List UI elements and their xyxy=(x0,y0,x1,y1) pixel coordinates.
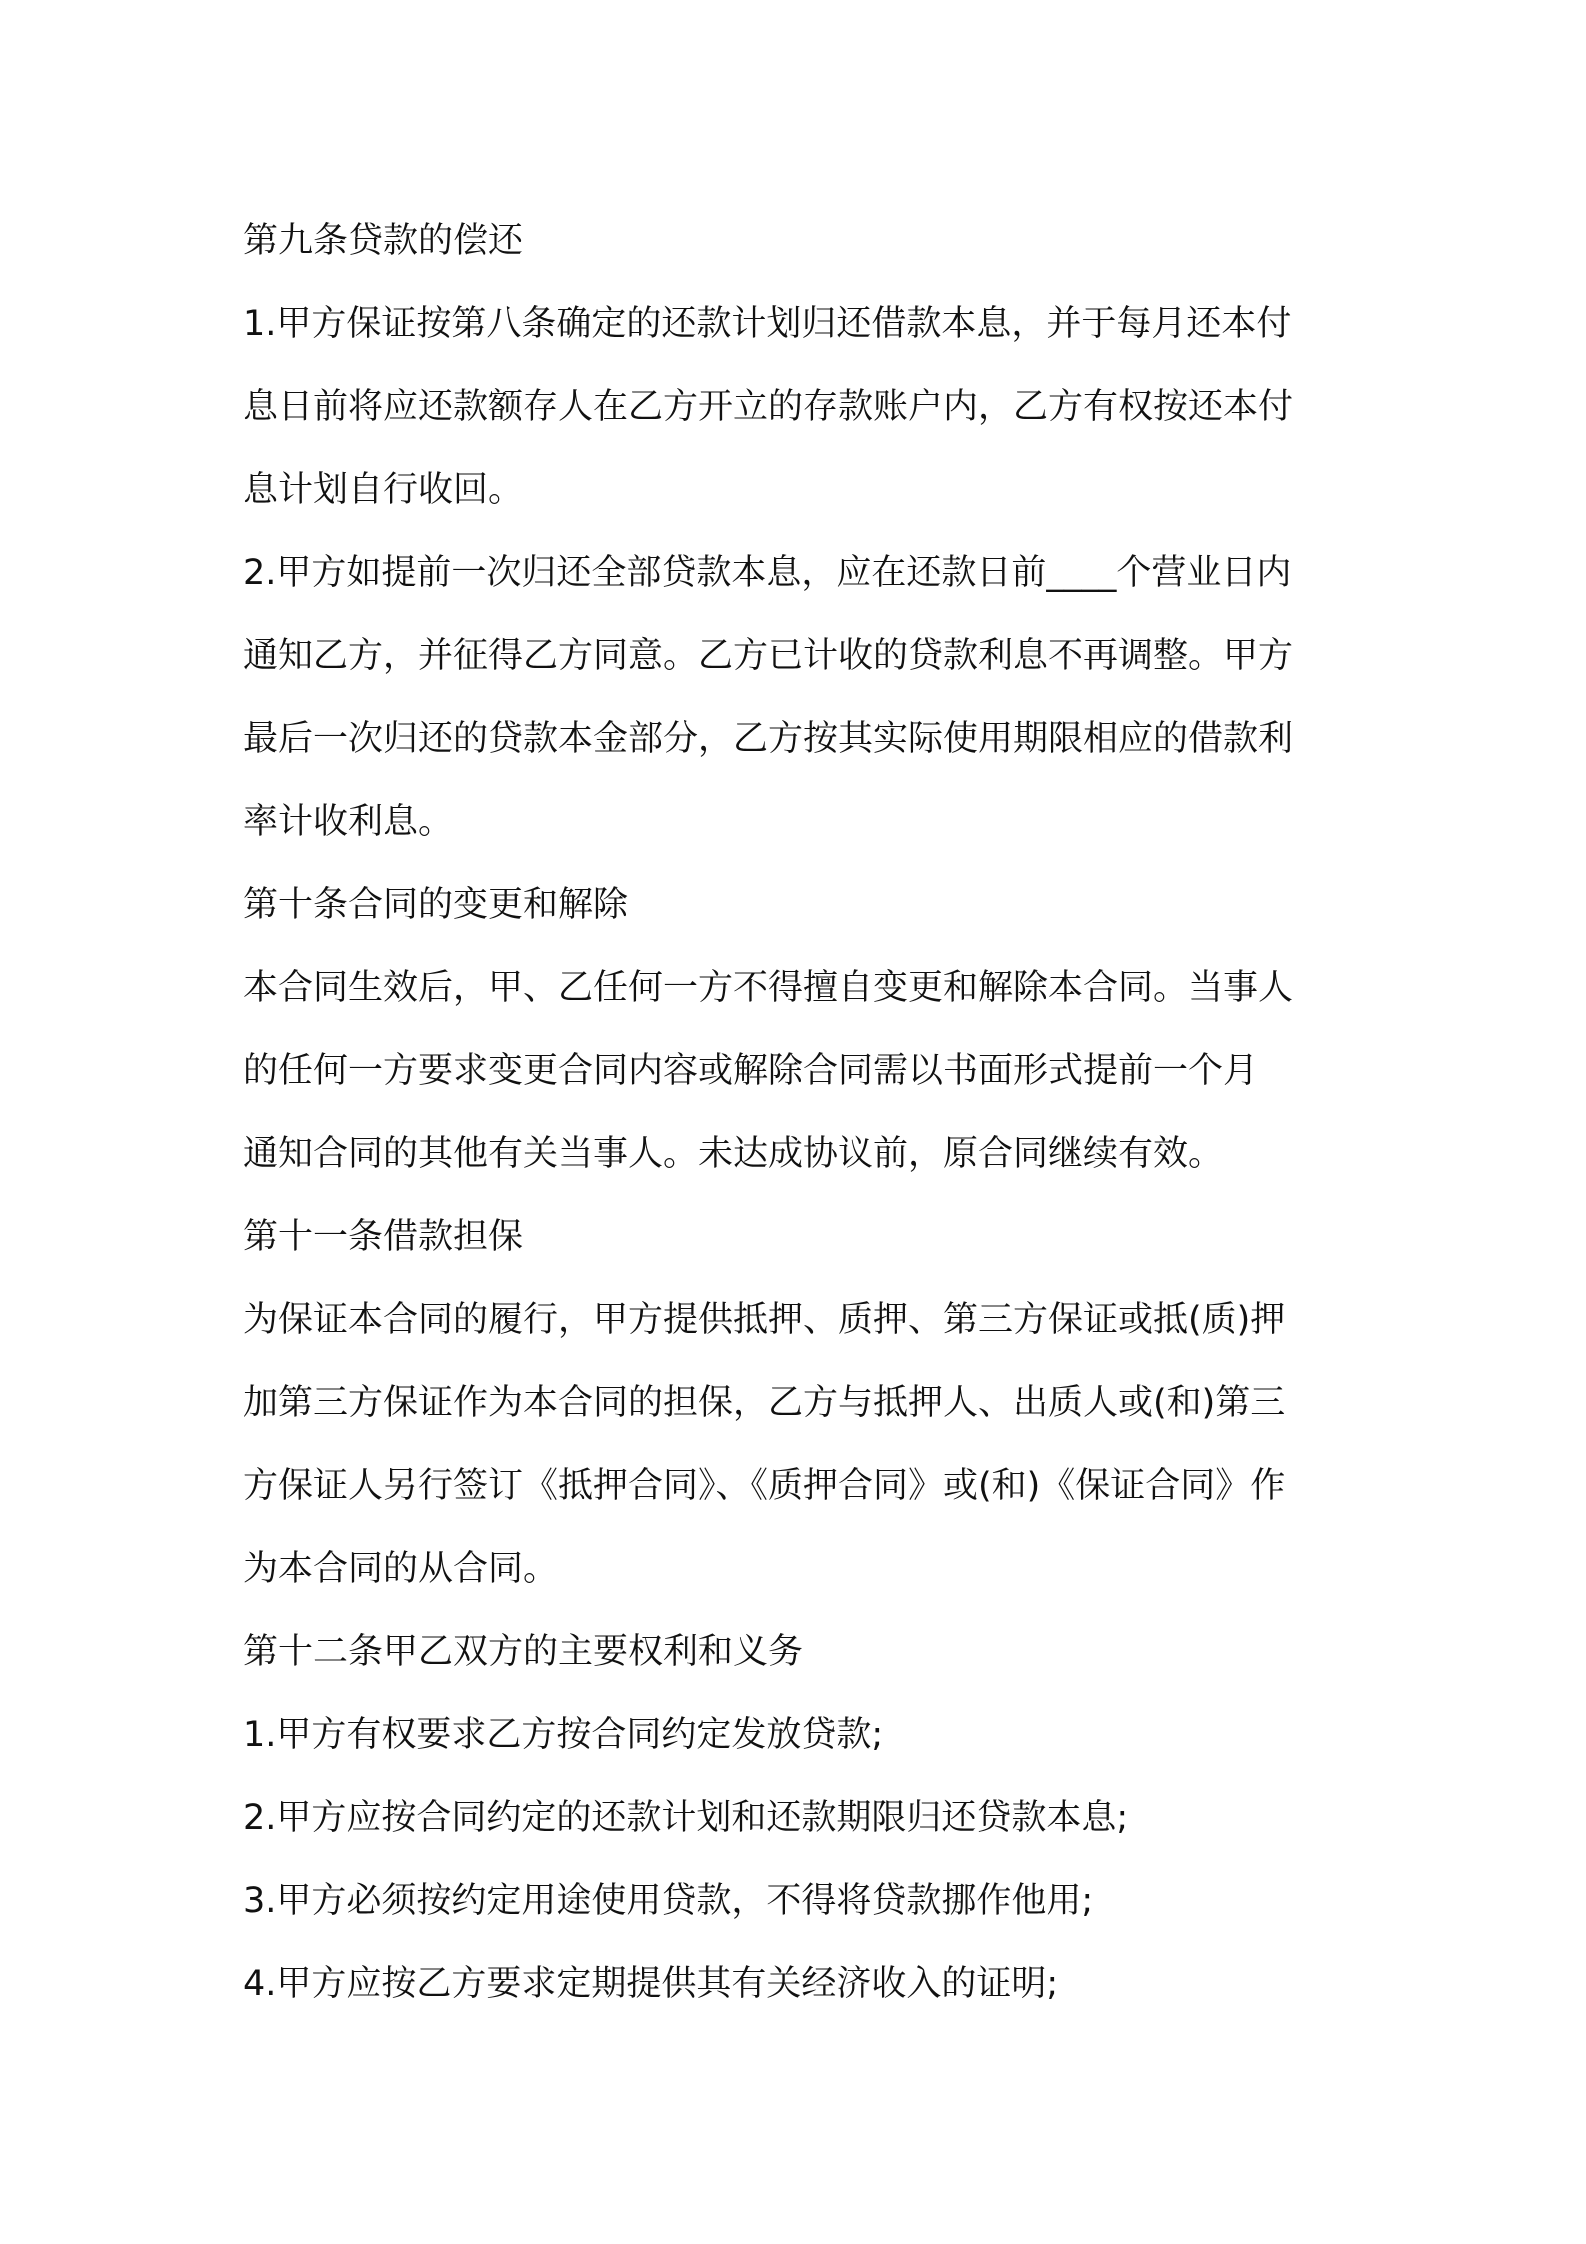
paragraph-line: 率计收利息。 xyxy=(243,802,454,842)
list-item: 3.甲方必须按约定用途使用贷款，不得将贷款挪作他用; xyxy=(243,1881,1094,1921)
paragraph-line: 通知合同的其他有关当事人。未达成协议前，原合同继续有效。 xyxy=(243,1134,1224,1174)
list-item: 2.甲方应按合同约定的还款计划和还款期限归还贷款本息; xyxy=(243,1798,1129,1838)
paragraph-line: 息日前将应还款额存人在乙方开立的存款账户内，乙方有权按还本付 xyxy=(243,387,1294,427)
heading-article-10: 第十条合同的变更和解除 xyxy=(243,885,629,925)
list-item: 4.甲方应按乙方要求定期提供其有关经济收入的证明; xyxy=(243,1964,1059,2004)
paragraph-line: 息计划自行收回。 xyxy=(243,470,524,510)
document-body xyxy=(243,200,1353,2026)
paragraph-line: 通知乙方，并征得乙方同意。乙方已计收的贷款利息不再调整。甲方 xyxy=(243,636,1294,676)
paragraph-line: 1.甲方保证按第八条确定的还款计划归还借款本息，并于每月还本付 xyxy=(243,304,1292,344)
heading-article-12: 第十二条甲乙双方的主要权利和义务 xyxy=(243,1632,804,1672)
paragraph-line: 2.甲方如提前一次归还全部贷款本息，应在还款日前____个营业日内 xyxy=(243,553,1292,593)
paragraph-line: 加第三方保证作为本合同的担保，乙方与抵押人、出质人或(和)第三 xyxy=(243,1383,1286,1423)
paragraph-line: 本合同生效后，甲、乙任何一方不得擅自变更和解除本合同。当事人 xyxy=(243,968,1294,1008)
paragraph-line: 为本合同的从合同。 xyxy=(243,1549,559,1589)
paragraph-line: 为保证本合同的履行，甲方提供抵押、质押、第三方保证或抵(质)押 xyxy=(243,1300,1286,1340)
paragraph-line: 最后一次归还的贷款本金部分，乙方按其实际使用期限相应的借款利 xyxy=(243,719,1294,759)
paragraph-line: 方保证人另行签订《抵押合同》、《质押合同》或(和)《保证合同》作 xyxy=(243,1466,1286,1506)
list-item: 1.甲方有权要求乙方按合同约定发放贷款; xyxy=(243,1715,884,1755)
heading-article-11: 第十一条借款担保 xyxy=(243,1217,524,1257)
heading-article-9: 第九条贷款的偿还 xyxy=(243,221,524,261)
paragraph-line: 的任何一方要求变更合同内容或解除合同需以书面形式提前一个月 xyxy=(243,1051,1259,1091)
